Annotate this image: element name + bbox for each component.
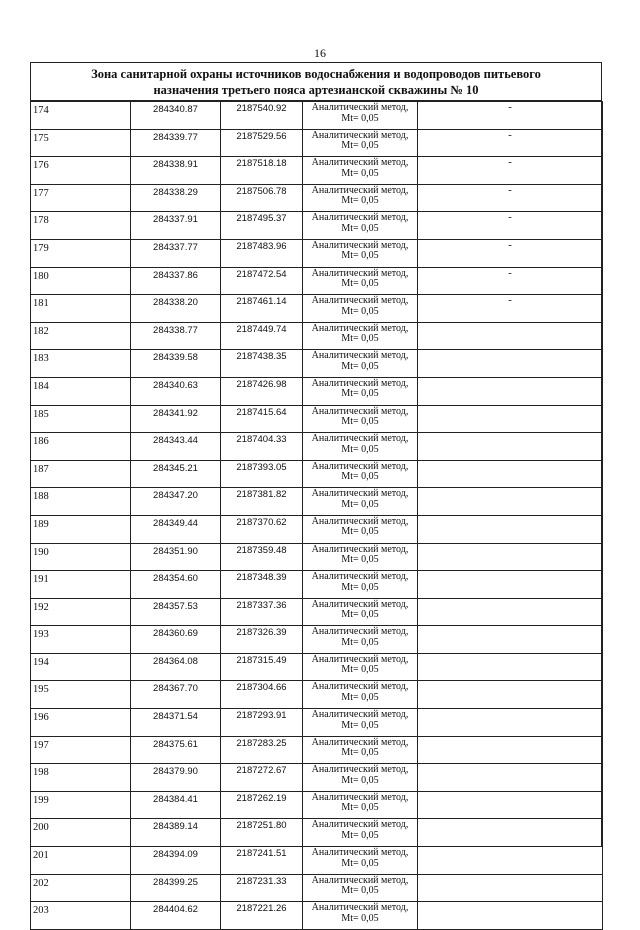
method-text: Аналитический метод, bbox=[311, 267, 409, 279]
method-cell bbox=[303, 129, 418, 157]
coordinate-y: 2187315.49 bbox=[221, 653, 303, 681]
coordinate-y: 2187337.36 bbox=[221, 598, 303, 626]
coordinate-x: 284349.44 bbox=[131, 515, 221, 543]
accuracy-text: Mt= 0,05 bbox=[341, 195, 379, 207]
note-cell bbox=[418, 350, 603, 378]
note-cell: - bbox=[418, 129, 603, 157]
point-number: 198 bbox=[31, 764, 131, 792]
accuracy-text: Mt= 0,05 bbox=[341, 719, 379, 731]
coordinate-x: 284337.77 bbox=[131, 239, 221, 267]
coordinate-y: 2187529.56 bbox=[221, 129, 303, 157]
note-cell bbox=[418, 653, 603, 681]
coordinate-x: 284339.58 bbox=[131, 350, 221, 378]
method-cell bbox=[303, 212, 418, 240]
coordinate-y: 2187326.39 bbox=[221, 626, 303, 654]
coordinate-y: 2187472.54 bbox=[221, 267, 303, 295]
method-text: Аналитический метод, bbox=[311, 239, 409, 251]
table-row bbox=[31, 184, 603, 212]
point-number: 191 bbox=[31, 571, 131, 599]
title-line-1: Зона санитарной охраны источников водоснабжения и водопроводов питьевого bbox=[91, 67, 541, 81]
accuracy-text: Mt= 0,05 bbox=[341, 691, 379, 703]
coordinate-y: 2187348.39 bbox=[221, 571, 303, 599]
table-row bbox=[31, 350, 603, 378]
coordinate-y: 2187221.26 bbox=[221, 902, 303, 930]
method-text: Аналитический метод, bbox=[311, 129, 409, 141]
coordinate-x: 284347.20 bbox=[131, 488, 221, 516]
note-cell bbox=[418, 764, 603, 792]
method-text: Аналитический метод, bbox=[311, 709, 409, 721]
method-text: Аналитический метод, bbox=[311, 681, 409, 693]
accuracy-text: Mt= 0,05 bbox=[341, 609, 379, 621]
method-cell bbox=[303, 571, 418, 599]
accuracy-text: Mt= 0,05 bbox=[341, 636, 379, 648]
coordinate-x: 284371.54 bbox=[131, 709, 221, 737]
note-cell bbox=[418, 460, 603, 488]
coordinate-x: 284341.92 bbox=[131, 405, 221, 433]
method-text: Аналитический метод, bbox=[311, 653, 409, 665]
coordinate-x: 284337.86 bbox=[131, 267, 221, 295]
method-text: Аналитический метод, bbox=[311, 902, 409, 914]
point-number: 201 bbox=[31, 847, 131, 875]
table-body bbox=[31, 102, 603, 930]
page-number: 16 bbox=[314, 46, 326, 60]
coordinate-x: 284338.20 bbox=[131, 295, 221, 323]
method-text: Аналитический метод, bbox=[311, 184, 409, 196]
method-text: Аналитический метод, bbox=[311, 819, 409, 831]
accuracy-text: Mt= 0,05 bbox=[341, 250, 379, 262]
method-text: Аналитический метод, bbox=[311, 515, 409, 527]
point-number: 194 bbox=[31, 653, 131, 681]
note-cell bbox=[418, 322, 603, 350]
coordinate-y: 2187518.18 bbox=[221, 157, 303, 185]
point-number: 185 bbox=[31, 405, 131, 433]
accuracy-text: Mt= 0,05 bbox=[341, 360, 379, 372]
note-cell bbox=[418, 819, 603, 847]
table-row bbox=[31, 736, 603, 764]
coordinate-y: 2187272.67 bbox=[221, 764, 303, 792]
table-row bbox=[31, 902, 603, 930]
table-row bbox=[31, 571, 603, 599]
note-cell bbox=[418, 571, 603, 599]
coordinate-x: 284384.41 bbox=[131, 791, 221, 819]
method-text: Аналитический метод, bbox=[311, 433, 409, 445]
point-number: 196 bbox=[31, 709, 131, 737]
method-text: Аналитический метод, bbox=[311, 488, 409, 500]
accuracy-text: Mt= 0,05 bbox=[341, 416, 379, 428]
accuracy-text: Mt= 0,05 bbox=[341, 388, 379, 400]
point-number: 189 bbox=[31, 515, 131, 543]
coordinate-y: 2187483.96 bbox=[221, 239, 303, 267]
note-cell: - bbox=[418, 184, 603, 212]
coordinate-x: 284399.25 bbox=[131, 874, 221, 902]
note-cell bbox=[418, 543, 603, 571]
accuracy-text: Mt= 0,05 bbox=[341, 222, 379, 234]
table-row bbox=[31, 157, 603, 185]
coordinate-x: 284394.09 bbox=[131, 847, 221, 875]
note-cell bbox=[418, 736, 603, 764]
accuracy-text: Mt= 0,05 bbox=[341, 112, 379, 124]
method-text: Аналитический метод, bbox=[311, 736, 409, 748]
table-row bbox=[31, 129, 603, 157]
method-cell bbox=[303, 791, 418, 819]
accuracy-text: Mt= 0,05 bbox=[341, 167, 379, 179]
method-cell bbox=[303, 819, 418, 847]
accuracy-text: Mt= 0,05 bbox=[341, 471, 379, 483]
coordinate-x: 284364.08 bbox=[131, 653, 221, 681]
method-text: Аналитический метод, bbox=[311, 460, 409, 472]
accuracy-text: Mt= 0,05 bbox=[341, 333, 379, 345]
coordinate-y: 2187415.64 bbox=[221, 405, 303, 433]
accuracy-text: Mt= 0,05 bbox=[341, 885, 379, 897]
table-row bbox=[31, 653, 603, 681]
table-row bbox=[31, 239, 603, 267]
coordinate-y: 2187293.91 bbox=[221, 709, 303, 737]
method-cell bbox=[303, 515, 418, 543]
accuracy-text: Mt= 0,05 bbox=[341, 664, 379, 676]
coordinate-x: 284340.87 bbox=[131, 102, 221, 130]
note-cell bbox=[418, 515, 603, 543]
table-row bbox=[31, 488, 603, 516]
table-row bbox=[31, 819, 603, 847]
coordinate-y: 2187283.25 bbox=[221, 736, 303, 764]
method-text: Аналитический метод, bbox=[311, 350, 409, 362]
table-row bbox=[31, 267, 603, 295]
note-cell bbox=[418, 598, 603, 626]
table-row bbox=[31, 598, 603, 626]
table-row bbox=[31, 295, 603, 323]
point-number: 197 bbox=[31, 736, 131, 764]
coordinate-x: 284389.14 bbox=[131, 819, 221, 847]
coordinate-x: 284345.21 bbox=[131, 460, 221, 488]
point-number: 178 bbox=[31, 212, 131, 240]
coordinate-x: 284337.91 bbox=[131, 212, 221, 240]
method-text: Аналитический метод, bbox=[311, 322, 409, 334]
note-cell: - bbox=[418, 295, 603, 323]
method-cell bbox=[303, 157, 418, 185]
accuracy-text: Mt= 0,05 bbox=[341, 912, 379, 924]
point-number: 199 bbox=[31, 791, 131, 819]
note-cell bbox=[418, 405, 603, 433]
method-cell bbox=[303, 377, 418, 405]
coordinate-y: 2187231.33 bbox=[221, 874, 303, 902]
method-text: Аналитический метод, bbox=[311, 295, 409, 307]
method-cell bbox=[303, 184, 418, 212]
note-cell bbox=[418, 433, 603, 461]
method-cell bbox=[303, 681, 418, 709]
method-text: Аналитический метод, bbox=[311, 598, 409, 610]
table-title bbox=[31, 63, 601, 101]
point-number: 200 bbox=[31, 819, 131, 847]
point-number: 180 bbox=[31, 267, 131, 295]
point-number: 202 bbox=[31, 874, 131, 902]
method-text: Аналитический метод, bbox=[311, 626, 409, 638]
coordinate-x: 284357.53 bbox=[131, 598, 221, 626]
method-text: Аналитический метод, bbox=[311, 791, 409, 803]
table-row bbox=[31, 102, 603, 130]
accuracy-text: Mt= 0,05 bbox=[341, 305, 379, 317]
method-cell bbox=[303, 239, 418, 267]
accuracy-text: Mt= 0,05 bbox=[341, 857, 379, 869]
coordinate-y: 2187393.05 bbox=[221, 460, 303, 488]
point-number: 174 bbox=[31, 102, 131, 130]
method-cell bbox=[303, 350, 418, 378]
accuracy-text: Mt= 0,05 bbox=[341, 554, 379, 565]
note-cell: - bbox=[418, 157, 603, 185]
method-cell bbox=[303, 598, 418, 626]
accuracy-text: Mt= 0,05 bbox=[341, 802, 379, 814]
table-row bbox=[31, 405, 603, 433]
method-text: Аналитический метод, bbox=[311, 212, 409, 224]
point-number: 176 bbox=[31, 157, 131, 185]
table-row bbox=[31, 460, 603, 488]
accuracy-text: Mt= 0,05 bbox=[341, 443, 379, 455]
accuracy-text: Mt= 0,05 bbox=[341, 581, 379, 593]
table-row bbox=[31, 212, 603, 240]
table-row bbox=[31, 322, 603, 350]
method-cell bbox=[303, 322, 418, 350]
table-row bbox=[31, 709, 603, 737]
point-number: 188 bbox=[31, 488, 131, 516]
method-text: Аналитический метод, bbox=[311, 847, 409, 859]
accuracy-text: Mt= 0,05 bbox=[341, 774, 379, 786]
accuracy-text: Mt= 0,05 bbox=[341, 140, 379, 152]
note-cell bbox=[418, 791, 603, 819]
method-cell bbox=[303, 902, 418, 930]
coordinate-x: 284340.63 bbox=[131, 377, 221, 405]
note-cell bbox=[418, 709, 603, 737]
table-row bbox=[31, 847, 603, 875]
method-cell bbox=[303, 433, 418, 461]
note-cell bbox=[418, 902, 603, 930]
point-number: 182 bbox=[31, 322, 131, 350]
method-cell bbox=[303, 460, 418, 488]
method-cell bbox=[303, 709, 418, 737]
method-text: Аналитический метод, bbox=[311, 405, 409, 417]
coordinate-y: 2187381.82 bbox=[221, 488, 303, 516]
point-number: 186 bbox=[31, 433, 131, 461]
method-cell bbox=[303, 736, 418, 764]
note-cell: - bbox=[418, 212, 603, 240]
coordinate-x: 284375.61 bbox=[131, 736, 221, 764]
accuracy-text: Mt= 0,05 bbox=[341, 747, 379, 759]
coordinate-x: 284354.60 bbox=[131, 571, 221, 599]
method-cell bbox=[303, 405, 418, 433]
coordinate-y: 2187438.35 bbox=[221, 350, 303, 378]
method-cell bbox=[303, 102, 418, 130]
method-cell bbox=[303, 543, 418, 571]
coordinate-x: 284339.77 bbox=[131, 129, 221, 157]
method-cell bbox=[303, 488, 418, 516]
coordinate-y: 2187304.66 bbox=[221, 681, 303, 709]
note-cell: - bbox=[418, 267, 603, 295]
point-number: 179 bbox=[31, 239, 131, 267]
method-text: Аналитический метод, bbox=[311, 874, 409, 886]
note-cell bbox=[418, 847, 603, 875]
coordinate-y: 2187262.19 bbox=[221, 791, 303, 819]
table-row bbox=[31, 377, 603, 405]
table-row bbox=[31, 681, 603, 709]
coordinate-x: 284338.29 bbox=[131, 184, 221, 212]
accuracy-text: Mt= 0,05 bbox=[341, 498, 379, 510]
method-text: Аналитический метод, bbox=[311, 157, 409, 169]
table-row bbox=[31, 543, 603, 571]
coordinate-y: 2187370.62 bbox=[221, 515, 303, 543]
coordinate-x: 284338.91 bbox=[131, 157, 221, 185]
note-cell bbox=[418, 681, 603, 709]
table-row bbox=[31, 433, 603, 461]
point-number: 193 bbox=[31, 626, 131, 654]
accuracy-text: Mt= 0,05 bbox=[341, 526, 379, 538]
method-cell bbox=[303, 295, 418, 323]
coordinates-sheet bbox=[30, 62, 602, 924]
note-cell bbox=[418, 874, 603, 902]
note-cell bbox=[418, 626, 603, 654]
note-cell bbox=[418, 488, 603, 516]
point-number: 184 bbox=[31, 377, 131, 405]
coordinate-y: 2187241.51 bbox=[221, 847, 303, 875]
title-line-2: назначения третьего пояса артезианской скважины № 10 bbox=[153, 83, 479, 97]
point-number: 192 bbox=[31, 598, 131, 626]
coordinate-y: 2187540.92 bbox=[221, 102, 303, 130]
table-row bbox=[31, 791, 603, 819]
point-number: 190 bbox=[31, 543, 131, 571]
accuracy-text: Mt= 0,05 bbox=[341, 829, 379, 841]
coordinate-y: 2187495.37 bbox=[221, 212, 303, 240]
method-cell bbox=[303, 874, 418, 902]
coordinate-y: 2187426.98 bbox=[221, 377, 303, 405]
point-number: 181 bbox=[31, 295, 131, 323]
note-cell bbox=[418, 377, 603, 405]
point-number: 195 bbox=[31, 681, 131, 709]
point-number: 187 bbox=[31, 460, 131, 488]
note-cell: - bbox=[418, 102, 603, 130]
coordinate-x: 284360.69 bbox=[131, 626, 221, 654]
method-cell bbox=[303, 653, 418, 681]
method-cell bbox=[303, 626, 418, 654]
coordinate-y: 2187359.48 bbox=[221, 543, 303, 571]
method-cell bbox=[303, 847, 418, 875]
table-row bbox=[31, 874, 603, 902]
coordinates-table bbox=[30, 101, 603, 930]
coordinate-x: 284379.90 bbox=[131, 764, 221, 792]
table-row bbox=[31, 626, 603, 654]
method-text: Аналитический метод, bbox=[311, 764, 409, 776]
method-text: Аналитический метод, bbox=[311, 543, 409, 555]
coordinate-y: 2187506.78 bbox=[221, 184, 303, 212]
coordinate-y: 2187461.14 bbox=[221, 295, 303, 323]
method-cell bbox=[303, 764, 418, 792]
method-text: Аналитический метод, bbox=[311, 377, 409, 389]
note-cell: - bbox=[418, 239, 603, 267]
coordinate-y: 2187449.74 bbox=[221, 322, 303, 350]
coordinate-x: 284404.62 bbox=[131, 902, 221, 930]
accuracy-text: Mt= 0,05 bbox=[341, 278, 379, 290]
method-text: Аналитический метод, bbox=[311, 571, 409, 583]
coordinate-y: 2187404.33 bbox=[221, 433, 303, 461]
table-row bbox=[31, 764, 603, 792]
point-number: 183 bbox=[31, 350, 131, 378]
coordinate-x: 284351.90 bbox=[131, 543, 221, 571]
coordinate-x: 284343.44 bbox=[131, 433, 221, 461]
coordinate-x: 284338.77 bbox=[131, 322, 221, 350]
coordinate-y: 2187251.80 bbox=[221, 819, 303, 847]
point-number: 175 bbox=[31, 129, 131, 157]
table-row bbox=[31, 515, 603, 543]
coordinate-x: 284367.70 bbox=[131, 681, 221, 709]
method-text: Аналитический метод, bbox=[311, 102, 409, 113]
method-cell bbox=[303, 267, 418, 295]
point-number: 203 bbox=[31, 902, 131, 930]
point-number: 177 bbox=[31, 184, 131, 212]
